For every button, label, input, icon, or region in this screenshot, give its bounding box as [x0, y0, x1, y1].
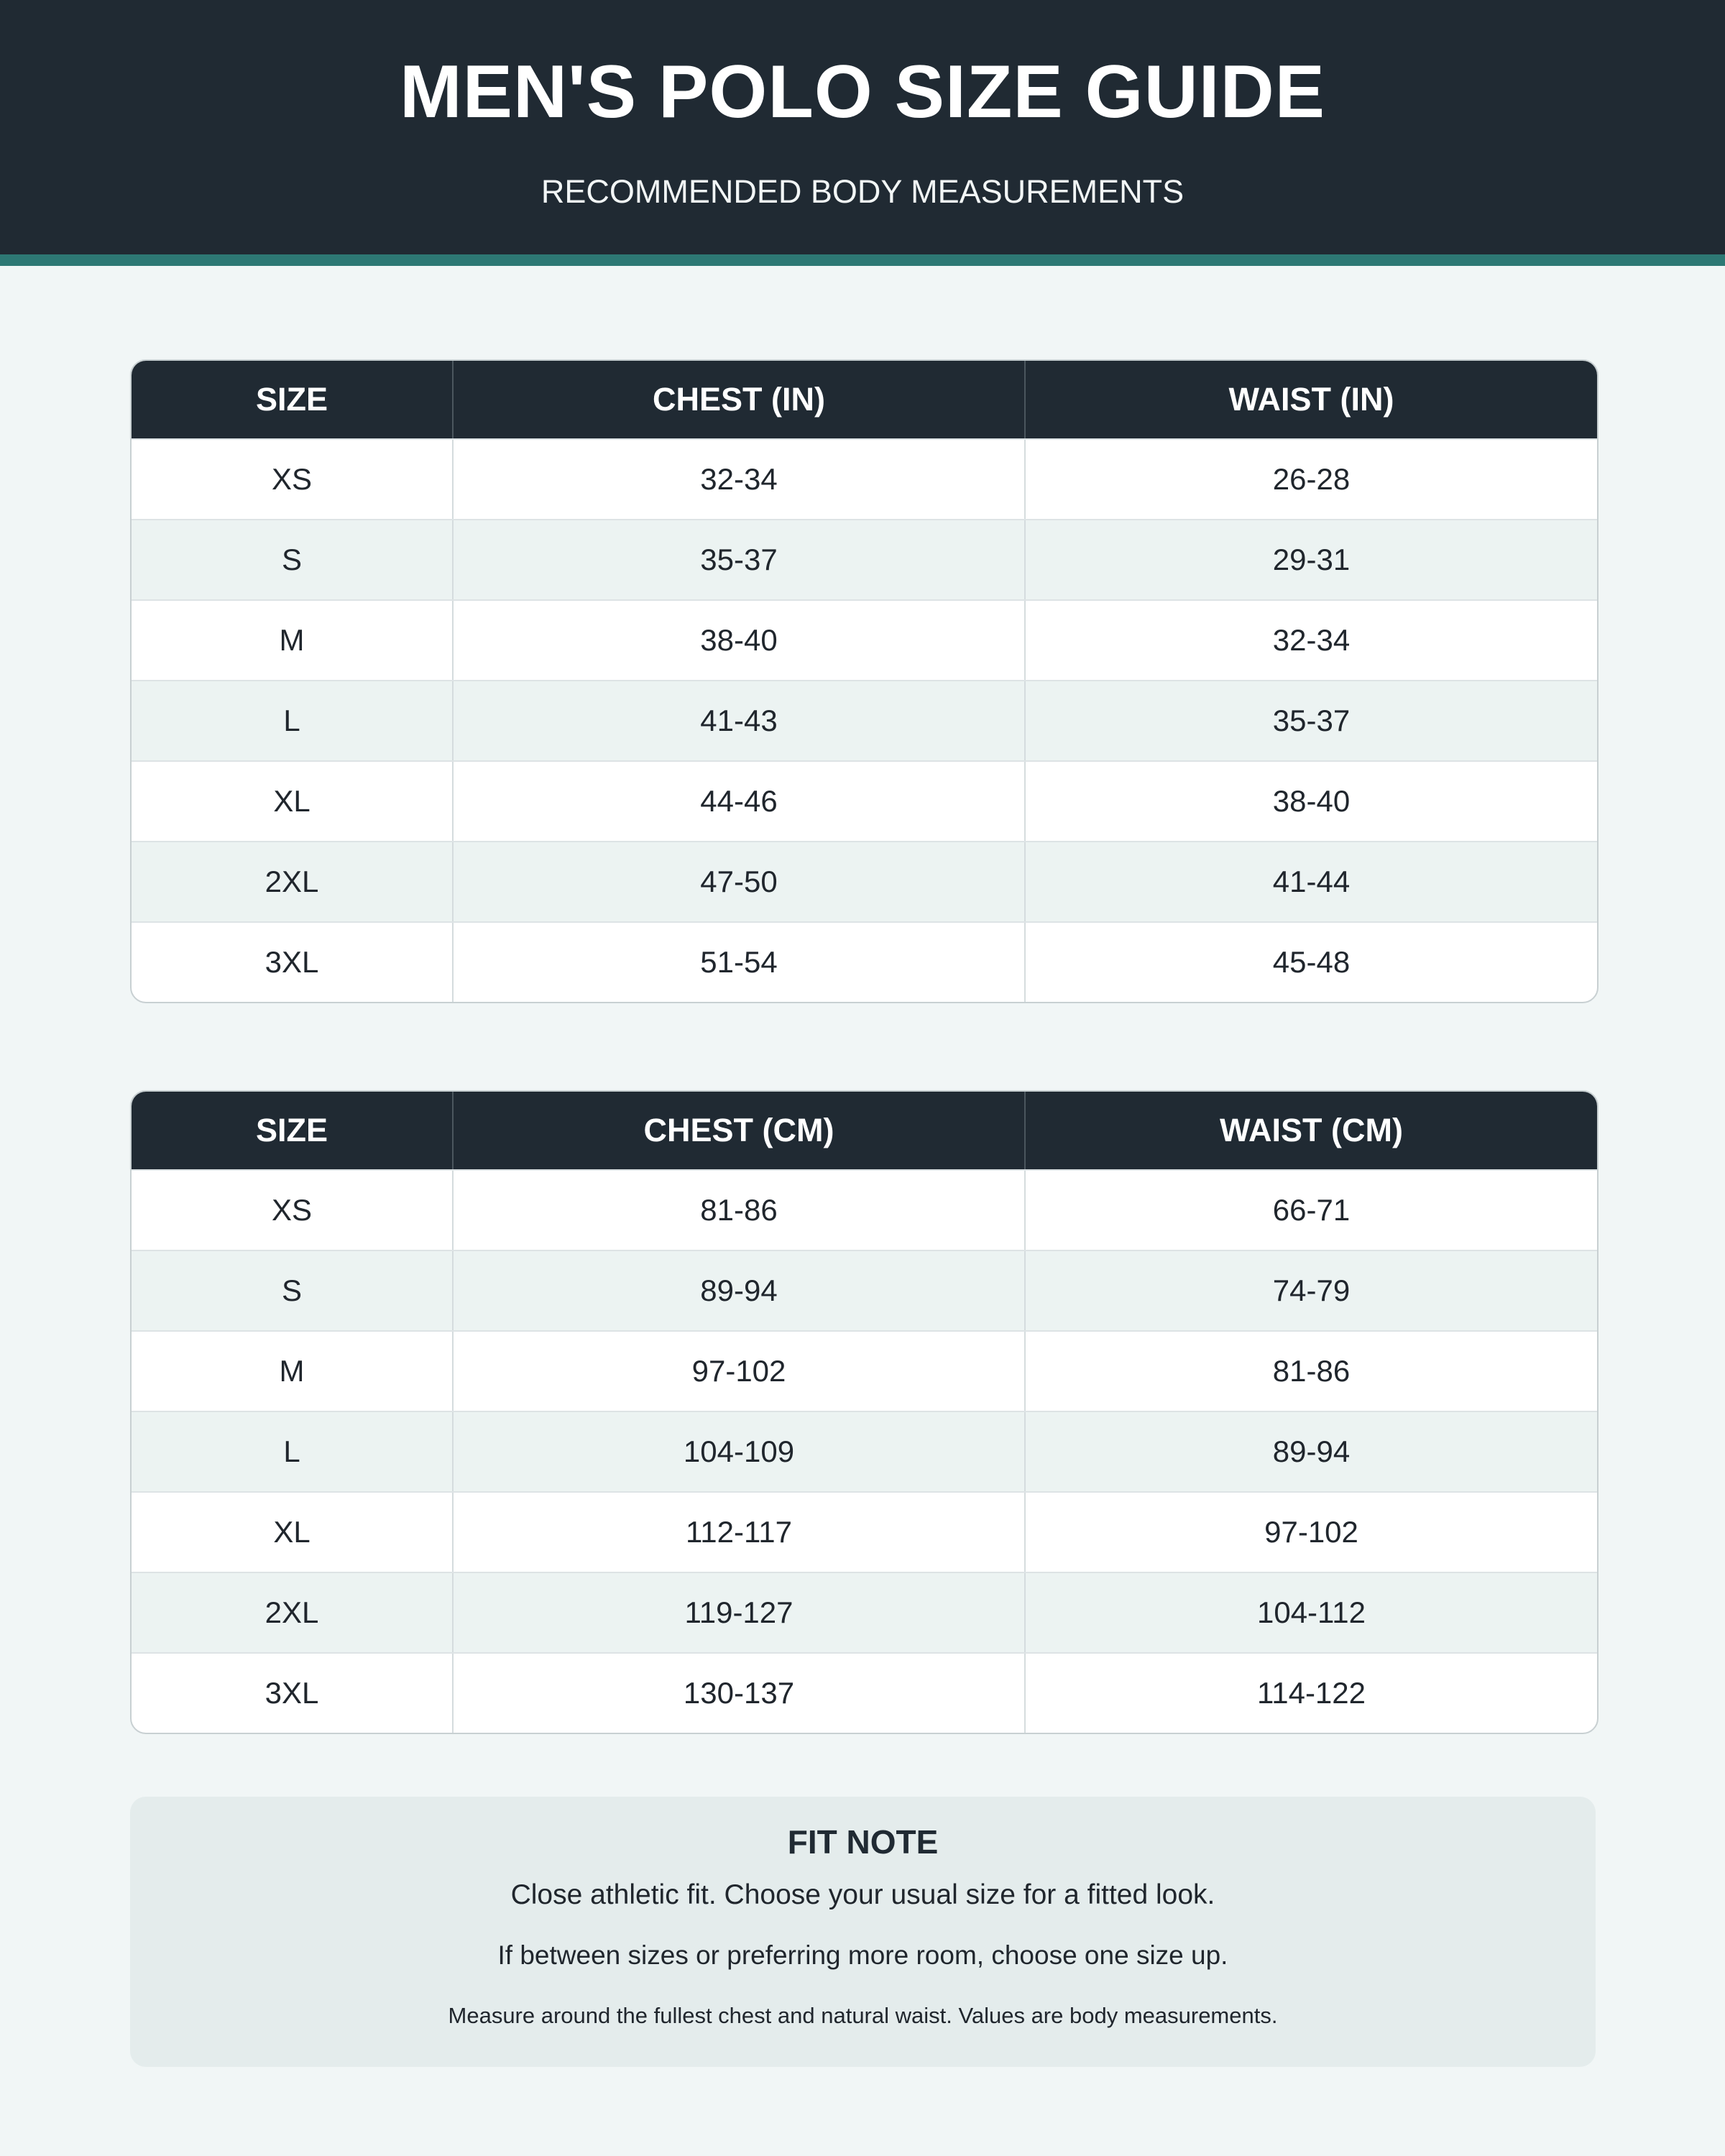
chest-cell: 130-137	[454, 1654, 1026, 1733]
waist-cell: 35-37	[1272, 704, 1351, 737]
column-header-size: SIZE	[132, 1092, 454, 1169]
waist-cell: 29-31	[1272, 543, 1351, 576]
fit-note-secondary: If between sizes or preferring more room, choose one size up.	[497, 1940, 1228, 1970]
waist-cell: 41-44	[1272, 865, 1351, 898]
fit-note-panel	[130, 1797, 1596, 2067]
table-header-row	[132, 1092, 1597, 1169]
header-accent-stripe	[0, 254, 1725, 266]
chest-cell: 104-109	[454, 1412, 1026, 1491]
size-cell: L	[132, 1412, 454, 1491]
chest-cell: 112-117	[454, 1493, 1026, 1572]
waist-cell: 89-94	[1272, 1434, 1351, 1468]
table-row	[132, 760, 1597, 841]
size-cell: S	[132, 1251, 454, 1330]
table-row	[132, 680, 1597, 760]
table-header-row	[132, 361, 1597, 438]
size-cell: 3XL	[132, 923, 454, 1002]
waist-cell: 114-122	[1256, 1676, 1366, 1710]
chest-cell: 35-37	[454, 520, 1026, 599]
table-row	[132, 599, 1597, 680]
waist-cell: 74-79	[1272, 1273, 1351, 1307]
size-cell: M	[132, 1332, 454, 1411]
size-table-inches	[130, 359, 1598, 1003]
chest-cell: 44-46	[454, 762, 1026, 841]
chest-cell: 81-86	[454, 1171, 1026, 1250]
column-header-chest: CHEST (IN)	[454, 361, 1026, 438]
page-header	[0, 0, 1725, 254]
chest-cell: 47-50	[454, 842, 1026, 921]
table-row	[132, 438, 1597, 519]
table-row	[132, 519, 1597, 599]
chest-cell: 89-94	[454, 1251, 1026, 1330]
chest-cell: 51-54	[454, 923, 1026, 1002]
waist-cell: 38-40	[1272, 784, 1351, 818]
table-row	[132, 1411, 1597, 1491]
waist-cell: 26-28	[1272, 462, 1351, 496]
column-header-size: SIZE	[132, 361, 454, 438]
size-cell: XS	[132, 440, 454, 519]
size-cell: L	[132, 681, 454, 760]
page-subtitle: RECOMMENDED BODY MEASUREMENTS	[540, 173, 1184, 210]
waist-cell: 32-34	[1272, 623, 1351, 657]
table-row	[132, 1169, 1597, 1250]
size-table-centimeters	[130, 1090, 1598, 1734]
chest-cell: 119-127	[454, 1573, 1026, 1652]
size-cell: XL	[132, 1493, 454, 1572]
waist-cell: 104-112	[1256, 1595, 1366, 1629]
page-title: MEN'S POLO SIZE GUIDE	[399, 50, 1326, 134]
fit-note-primary: Close athletic fit. Choose your usual size for a fitted look.	[510, 1879, 1215, 1910]
column-header-waist: WAIST (CM)	[1220, 1112, 1403, 1148]
size-cell: S	[132, 520, 454, 599]
waist-cell: 81-86	[1272, 1354, 1351, 1388]
size-cell: M	[132, 601, 454, 680]
table-row	[132, 921, 1597, 1002]
column-header-waist: WAIST (IN)	[1228, 381, 1394, 418]
chest-cell: 97-102	[454, 1332, 1026, 1411]
table-row	[132, 1572, 1597, 1652]
size-cell: 2XL	[132, 842, 454, 921]
table-row	[132, 1652, 1597, 1733]
chest-cell: 38-40	[454, 601, 1026, 680]
table-row	[132, 841, 1597, 921]
table-row	[132, 1330, 1597, 1411]
table-row	[132, 1491, 1597, 1572]
size-cell: XS	[132, 1171, 454, 1250]
waist-cell: 45-48	[1272, 945, 1351, 979]
chest-cell: 41-43	[454, 681, 1026, 760]
fit-note-title: FIT NOTE	[787, 1823, 939, 1861]
column-header-chest: CHEST (CM)	[454, 1092, 1026, 1169]
waist-cell: 66-71	[1272, 1193, 1351, 1227]
fit-note-measure-instructions: Measure around the fullest chest and natural waist. Values are body measurements.	[448, 2003, 1278, 2028]
size-cell: XL	[132, 762, 454, 841]
size-cell: 2XL	[132, 1573, 454, 1652]
size-cell: 3XL	[132, 1654, 454, 1733]
table-row	[132, 1250, 1597, 1330]
chest-cell: 32-34	[454, 440, 1026, 519]
waist-cell: 97-102	[1264, 1515, 1358, 1549]
